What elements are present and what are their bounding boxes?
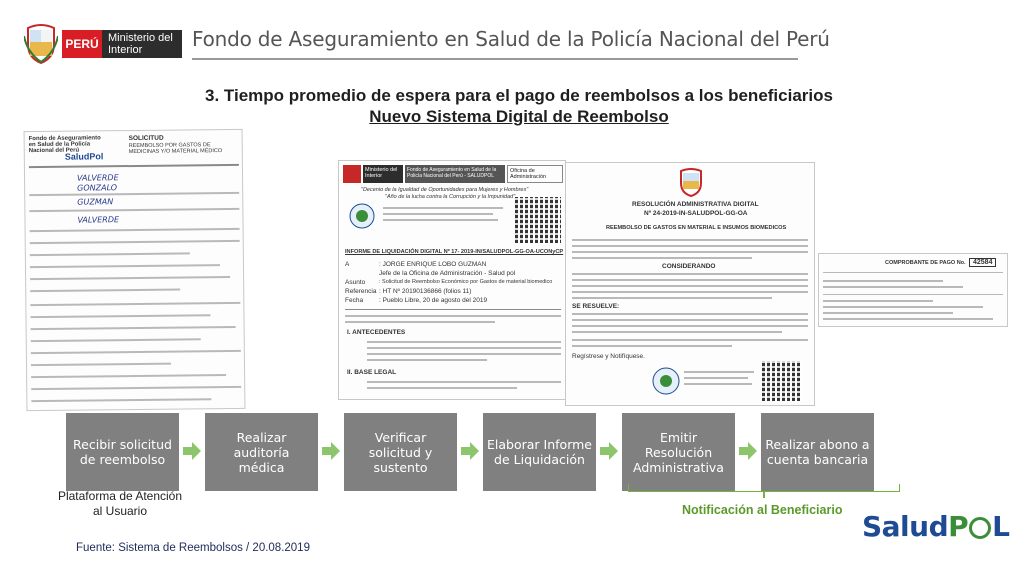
form-heading: Fondo de Aseguramiento en Salud de la Policía Nacional del Perú	[28, 135, 101, 155]
report-row-value-2: : Solicitud de Reembolso Económico por Gastos de material biomedico	[379, 279, 553, 285]
report-divider	[345, 309, 561, 310]
resolution-se-resuelve: SE RESUELVE:	[572, 303, 620, 310]
form-name-2: GONZALO	[77, 183, 118, 193]
form-rule	[31, 374, 226, 378]
report-rule	[367, 353, 561, 355]
reimbursement-request-form	[24, 129, 246, 411]
step-medical-audit: Realizar auditoría médica	[205, 413, 318, 491]
step-verify-request: Verificar solicitud y sustento	[344, 413, 457, 491]
payment-voucher-document	[818, 253, 1008, 327]
step-liquidation-report: Elaborar Informe de Liquidación	[483, 413, 596, 491]
resolution-rule	[572, 285, 808, 287]
ministry-label: Ministerio del Interior	[102, 30, 182, 58]
report-rule	[367, 347, 561, 349]
report-ministry: Ministerio del Interior	[363, 165, 403, 183]
resolution-rule	[684, 377, 748, 379]
form-rule	[29, 164, 239, 168]
logo-part-3: L	[992, 510, 1010, 543]
logo-o-icon	[969, 517, 991, 539]
form-rule	[31, 326, 236, 330]
form-rule	[29, 192, 239, 196]
voucher-rule	[823, 318, 993, 320]
resolution-rule	[572, 297, 772, 299]
voucher-rule	[823, 306, 983, 308]
report-entity: Fondo de Aseguramiento en Salud de la Policía Nacional del Perú - SALUDPOL	[405, 165, 505, 183]
resolution-considerando: CONSIDERANDO	[662, 263, 716, 270]
report-section-2: II. BASE LEGAL	[347, 369, 397, 376]
arrow-right-icon	[321, 441, 341, 461]
slide-title: 3. Tiempo promedio de espera para el pago de reembolsos a los beneficiarios	[205, 86, 833, 105]
resolution-number: Nº 24-2019-IN-SALUDPOL-GG-OA	[644, 210, 748, 217]
step-1-caption: Plataforma de Atención al Usuario	[57, 489, 183, 518]
notification-bracket	[628, 484, 900, 492]
resolution-rule	[572, 251, 808, 253]
report-rule	[367, 387, 517, 389]
peru-label: PERÚ	[62, 30, 102, 58]
form-rule	[30, 264, 220, 268]
report-coat-of-arms-icon	[343, 165, 361, 183]
report-heading: INFORME DE LIQUIDACIÓN DIGITAL Nº 17- 2019-IN/SALUDPOL-GG-OA-UCONyCP	[345, 249, 564, 255]
voucher-rule	[823, 294, 1003, 295]
saludpol-logo	[862, 510, 1010, 543]
report-row-label-2: Asunto	[345, 279, 366, 286]
report-row-label-0: A	[345, 261, 350, 268]
resolution-rule	[572, 325, 808, 327]
saludpol-seal-icon	[349, 203, 375, 229]
notification-label: Notificación al Beneficiario	[682, 503, 843, 517]
liquidation-report-document	[338, 160, 566, 400]
report-rule	[367, 341, 561, 343]
resolution-heading: RESOLUCIÓN ADMINISTRATIVA DIGITAL	[632, 201, 759, 208]
form-request-text: REEMBOLSO POR GASTOS DE MEDICINAS Y/O MATERIAL MÉDICO	[128, 142, 223, 156]
report-rule	[367, 359, 487, 361]
header-title: Fondo de Aseguramiento en Salud de la Policía Nacional del Perú	[192, 27, 830, 51]
resolution-rule	[572, 279, 808, 281]
arrow-right-icon	[738, 441, 758, 461]
resolution-subject: REEMBOLSO DE GASTOS EN MATERIAL E INSUMOS BIOMEDICOS	[606, 225, 787, 231]
report-row-value-1: Jefe de la Oficina de Administración - Salud pol	[379, 270, 516, 277]
administrative-resolution-document	[565, 162, 815, 406]
form-rule	[31, 350, 241, 354]
slide-subtitle: Nuevo Sistema Digital de Reembolso	[369, 107, 669, 126]
step-issue-resolution: Emitir Resolución Administrativa	[622, 413, 735, 491]
voucher-rule	[823, 280, 943, 282]
resolution-rule	[572, 345, 732, 347]
resolution-qr-code	[762, 361, 802, 401]
voucher-rule	[823, 286, 963, 288]
resolution-rule	[572, 331, 782, 333]
resolution-rule	[572, 239, 808, 241]
form-rule	[30, 228, 240, 232]
report-section-1: I. ANTECEDENTES	[347, 329, 406, 336]
resolution-rule	[684, 371, 754, 373]
report-rule	[383, 219, 498, 221]
report-qr-code	[515, 197, 561, 243]
voucher-rule	[823, 312, 953, 314]
report-row-value-0: : JORGE ENRIQUE LOBO GUZMAN	[379, 261, 487, 268]
form-rule	[31, 398, 211, 402]
form-rule	[30, 314, 210, 318]
report-rule	[383, 213, 493, 215]
form-rule	[31, 338, 201, 342]
voucher-title: COMPROBANTE DE PAGO No.	[885, 260, 966, 266]
form-rule	[30, 289, 180, 293]
resolution-coat-of-arms-icon	[678, 167, 704, 197]
form-name-3: GUZMAN	[77, 197, 114, 207]
resolution-seal-icon	[652, 367, 680, 395]
resolution-closing: Regístrese y Notifíquese.	[572, 353, 645, 360]
arrow-right-icon	[182, 441, 202, 461]
voucher-number: 42584	[969, 258, 996, 267]
notification-bracket-tick	[763, 492, 765, 498]
form-logo: SaludPol	[64, 151, 104, 162]
resolution-rule	[572, 273, 808, 275]
header	[0, 0, 1024, 70]
resolution-rule	[684, 383, 752, 385]
resolution-rule	[572, 257, 752, 259]
form-rule	[31, 386, 241, 390]
form-rule	[29, 208, 239, 212]
form-name-1: VALVERDE	[76, 173, 119, 183]
report-rule	[383, 207, 503, 209]
form-rule	[30, 302, 240, 306]
report-motto-2: "Año de la lucha contra la Corrupción y la Impunidad"	[385, 194, 516, 200]
resolution-rule	[572, 313, 808, 315]
step-bank-deposit: Realizar abono a cuenta bancaria	[761, 413, 874, 491]
form-request-label: SOLICITUD	[128, 134, 164, 143]
voucher-rule	[823, 272, 1003, 273]
logo-part-2: P	[948, 510, 969, 543]
report-office: Oficina de Administración	[507, 165, 563, 183]
arrow-right-icon	[599, 441, 619, 461]
report-rule	[345, 321, 495, 323]
arrow-right-icon	[460, 441, 480, 461]
report-rule	[367, 381, 561, 383]
header-divider	[192, 58, 798, 60]
voucher-rule	[823, 300, 933, 302]
form-name-4: VALVERDE	[77, 215, 120, 225]
step-receive-request: Recibir solicitud de reembolso	[66, 413, 179, 491]
resolution-rule	[572, 339, 808, 341]
form-rule	[30, 252, 190, 256]
peru-coat-of-arms-icon	[24, 22, 58, 64]
form-rule	[30, 240, 240, 244]
resolution-rule	[572, 319, 808, 321]
report-row-label-4: Fecha	[345, 297, 364, 304]
logo-part-1: Salud	[862, 510, 949, 543]
source-footnote: Fuente: Sistema de Reembolsos / 20.08.2019	[76, 542, 310, 554]
report-row-label-3: Referencia	[345, 288, 377, 295]
form-rule	[30, 276, 230, 280]
report-row-value-4: : Pueblo Libre, 20 de agosto del 2019	[379, 297, 488, 304]
report-row-value-3: : HT Nº 20190136866 (folios 11)	[379, 288, 472, 295]
resolution-rule	[572, 291, 808, 293]
resolution-rule	[572, 245, 808, 247]
report-motto: "Decenio de la Igualdad de Oportunidades para Mujeres y Hombres"	[361, 187, 529, 193]
report-rule	[345, 315, 561, 317]
form-rule	[31, 363, 171, 366]
